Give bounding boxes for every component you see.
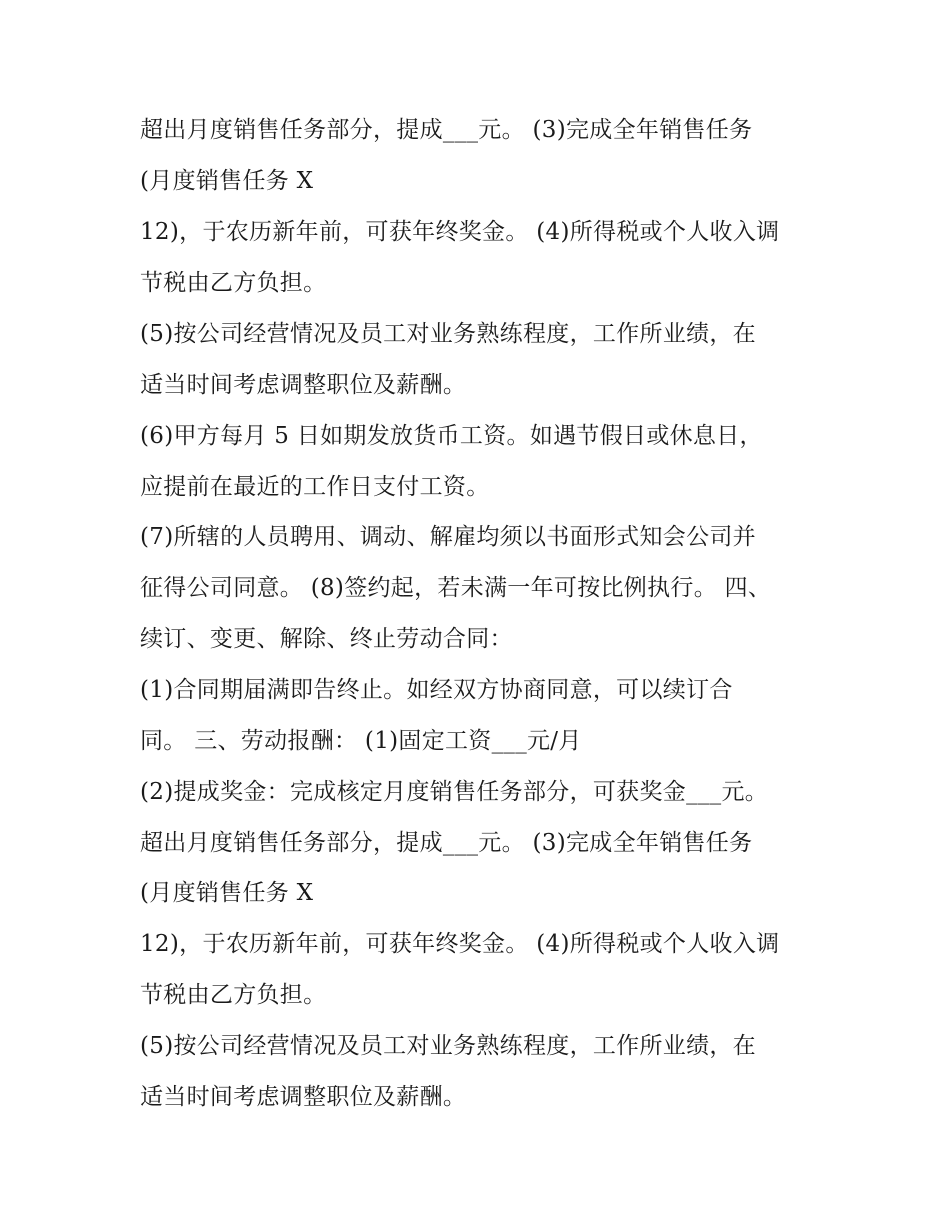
- text-line: (5)按公司经营情况及员工对业务熟练程度，工作所业绩，在: [140, 321, 756, 347]
- text-line: 超出月度销售任务部分，提成___元。 (3)完成全年销售任务: [140, 830, 753, 856]
- text-line: 节税由乙方负担。: [140, 270, 327, 296]
- text-line: 适当时间考虑调整职位及薪酬。: [140, 1084, 467, 1110]
- text-line: (月度销售任务 X: [140, 168, 314, 194]
- text-line: (2)提成奖金：完成核定月度销售任务部分，可获奖金___元。: [140, 779, 769, 805]
- text-line: 节税由乙方负担。: [140, 982, 327, 1008]
- text-line: (7)所辖的人员聘用、调动、解雇均须以书面形式知会公司并: [140, 524, 756, 550]
- text-line: 同。 三、劳动报酬： (1)固定工资___元/月: [140, 728, 582, 754]
- text-line: (月度销售任务 X: [140, 880, 314, 906]
- text-line: (6)甲方每月 5 日如期发放货币工资。如遇节假日或休息日，: [140, 423, 763, 449]
- text-line: 征得公司同意。 (8)签约起，若未满一年可按比例执行。 四、: [140, 575, 772, 601]
- text-line: (1)合同期届满即告终止。如经双方协商同意，可以续订合: [140, 677, 733, 703]
- text-line: (5)按公司经营情况及员工对业务熟练程度，工作所业绩，在: [140, 1033, 756, 1059]
- text-line: 续订、变更、解除、终止劳动合同：: [140, 626, 513, 652]
- text-line: 超出月度销售任务部分，提成___元。 (3)完成全年销售任务: [140, 117, 753, 143]
- text-line: 应提前在最近的工作日支付工资。: [140, 474, 490, 500]
- text-line: 适当时间考虑调整职位及薪酬。: [140, 372, 467, 398]
- text-line: 12)，于农历新年前，可获年终奖金。 (4)所得税或个人收入调: [140, 219, 780, 245]
- text-line: 12)，于农历新年前，可获年终奖金。 (4)所得税或个人收入调: [140, 931, 780, 957]
